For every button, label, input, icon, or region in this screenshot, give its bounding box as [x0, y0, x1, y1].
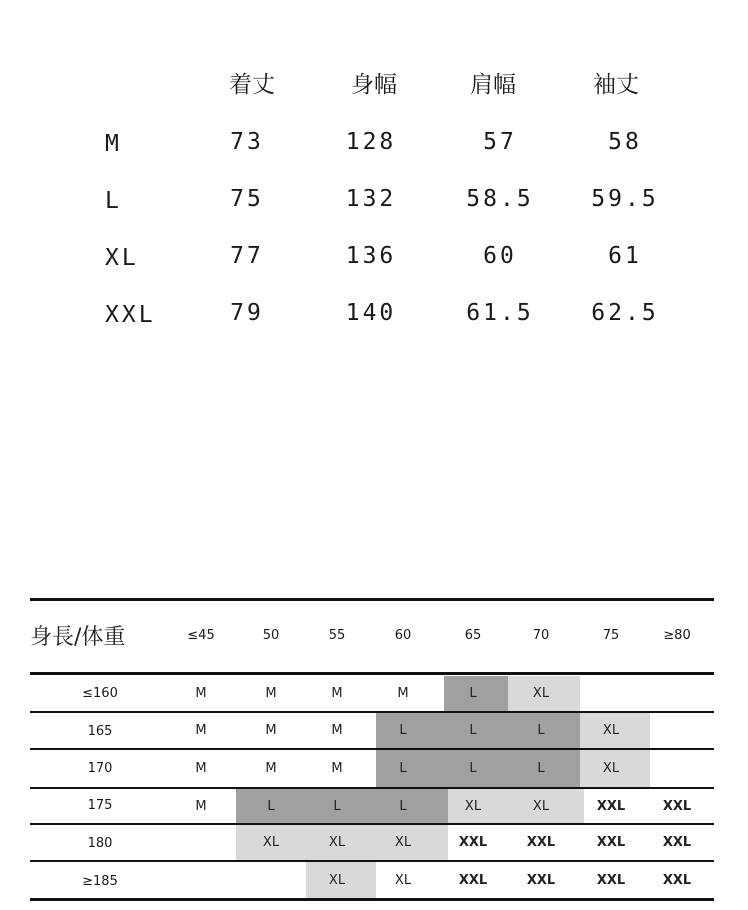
fit-cell — [246, 862, 296, 898]
cell-value: 136 — [345, 243, 397, 269]
fit-cell: L — [399, 761, 407, 776]
cell-value: 77 — [230, 243, 264, 269]
fit-cell: XXL — [596, 872, 626, 888]
fit-cell: XXL — [458, 872, 488, 888]
weight-header: 70 — [532, 628, 550, 643]
weight-header: ≥80 — [663, 628, 691, 643]
size-label: M — [105, 131, 122, 157]
cell-value: 57 — [483, 129, 517, 155]
header-length: 着丈 — [229, 72, 275, 98]
height-label: ≥185 — [82, 874, 118, 889]
fit-cell: L — [399, 798, 407, 814]
measurement-table — [0, 0, 748, 360]
height-label: 175 — [87, 798, 113, 813]
weight-header: 60 — [394, 628, 412, 643]
fit-cell: M — [195, 686, 207, 701]
fit-cell: XL — [394, 872, 412, 888]
height-label: 165 — [87, 724, 113, 739]
fit-cell: XXL — [458, 835, 488, 850]
fit-cell: XL — [602, 723, 620, 738]
fit-cell: M — [265, 723, 277, 738]
fit-cell: XL — [262, 835, 280, 850]
fit-cell — [652, 676, 702, 711]
fit-cell: XL — [532, 798, 550, 814]
fit-cell: M — [397, 686, 409, 701]
rule-bottom — [30, 898, 714, 901]
fit-cell: M — [331, 723, 343, 738]
height-label: 170 — [87, 761, 113, 776]
cell-value: 58.5 — [466, 186, 534, 212]
cell-value: 61.5 — [466, 300, 534, 326]
cell-value: 75 — [230, 186, 264, 212]
fit-cell: L — [469, 686, 477, 701]
cell-value: 140 — [345, 300, 397, 326]
fit-cell — [176, 825, 226, 860]
fit-cell: M — [265, 761, 277, 776]
fit-cell: M — [265, 686, 277, 701]
fit-cell: M — [195, 761, 207, 776]
fit-cell: XXL — [596, 798, 626, 814]
fit-cell: XL — [532, 686, 550, 701]
weight-header: 50 — [262, 628, 280, 643]
fit-cell: M — [195, 723, 207, 738]
cell-value: 61 — [608, 243, 642, 269]
fit-cell: XL — [394, 835, 412, 850]
cell-value: 73 — [230, 129, 264, 155]
height-label: ≤160 — [82, 686, 118, 701]
fit-cell: XXL — [662, 798, 692, 814]
fit-cell — [652, 713, 702, 748]
weight-header: ≤45 — [187, 628, 215, 643]
cell-value: 60 — [483, 243, 517, 269]
size-label: L — [105, 188, 122, 214]
rule — [30, 672, 714, 675]
fit-cell: XXL — [662, 835, 692, 850]
header-width: 身幅 — [351, 72, 397, 98]
fit-cell: M — [195, 798, 207, 814]
cell-value: 132 — [345, 186, 397, 212]
cell-value: 58 — [608, 129, 642, 155]
fit-cell — [586, 676, 636, 711]
fit-cell: L — [333, 798, 341, 814]
weight-header: 75 — [602, 628, 620, 643]
fit-cell: XL — [464, 798, 482, 814]
fit-cell: L — [469, 761, 477, 776]
fit-chart — [30, 598, 714, 904]
fit-cell: M — [331, 761, 343, 776]
fit-cell — [176, 862, 226, 898]
fit-cell: XL — [328, 872, 346, 888]
fit-cell: XXL — [662, 872, 692, 888]
rule-top — [30, 598, 714, 601]
fit-cell: XXL — [526, 872, 556, 888]
fit-cell: L — [267, 798, 275, 814]
fit-cell: L — [399, 723, 407, 738]
size-label: XL — [105, 245, 139, 271]
cell-value: 128 — [345, 129, 397, 155]
height-label: 180 — [87, 836, 113, 851]
header-shoulder: 肩幅 — [470, 72, 516, 98]
cell-value: 59.5 — [591, 186, 659, 212]
fit-cell: M — [331, 686, 343, 701]
fit-cell: XXL — [526, 835, 556, 850]
cell-value: 62.5 — [591, 300, 659, 326]
corner-label: 身長/体重 — [30, 625, 126, 650]
size-label: XXL — [105, 302, 156, 328]
cell-value: 79 — [230, 300, 264, 326]
fit-cell: L — [537, 723, 545, 738]
header-sleeve: 袖丈 — [593, 72, 639, 98]
weight-header: 65 — [464, 628, 482, 643]
fit-cell — [652, 750, 702, 787]
weight-header: 55 — [328, 628, 346, 643]
fit-cell: XXL — [596, 835, 626, 850]
fit-cell: L — [537, 761, 545, 776]
fit-cell: L — [469, 723, 477, 738]
fit-cell: XL — [328, 835, 346, 850]
fit-cell: XL — [602, 761, 620, 776]
